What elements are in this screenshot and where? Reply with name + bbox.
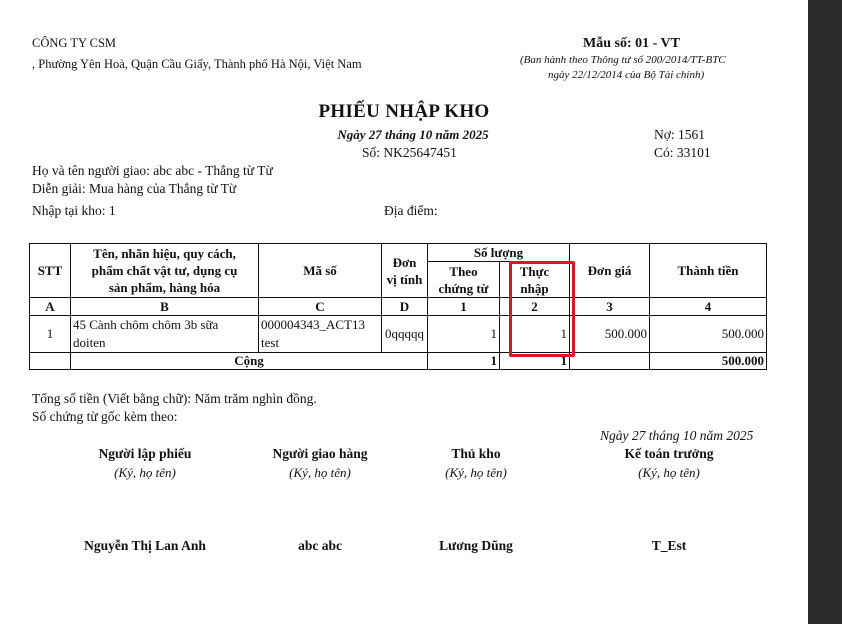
signer-note: (Ký, họ tên): [445, 465, 507, 480]
viewer-scrollbar[interactable]: [808, 0, 842, 624]
sign-date: Ngày 27 tháng 10 năm 2025: [600, 428, 754, 443]
highlight-box: [509, 261, 575, 357]
header-name: Tên, nhãn hiệu, quy cách, phẩm chất vật tư, dụng cụ sản phẩm, hàng hóa: [71, 244, 259, 298]
signer-note: (Ký, họ tên): [114, 465, 176, 480]
index-cell: C: [259, 298, 382, 316]
explanation: Diễn giải: Mua hàng của Thắng từ Từ: [32, 181, 237, 196]
signer-name: T_Est: [651, 538, 687, 553]
row-amount: 500.000: [650, 316, 767, 353]
signer-name: Nguyễn Thị Lan Anh: [84, 538, 206, 553]
header-row-1: [30, 244, 767, 262]
header-qty-by-doc: Theo chứng từ: [428, 262, 500, 298]
signer-title: Kế toán trưởng: [624, 446, 714, 461]
row-unit: 0qqqqq: [382, 316, 428, 353]
header-unit-price: Đơn giá: [570, 244, 650, 298]
index-cell: 1: [428, 298, 500, 316]
row-item-name: 45 Cành chôm chôm 3b sữa doiten: [71, 316, 259, 353]
total-qty-actual: 1: [500, 353, 570, 370]
signer-title: Người lập phiếu: [98, 446, 192, 461]
signer-note: (Ký, họ tên): [638, 465, 700, 480]
header-quantity: Số lượng: [428, 244, 570, 262]
total-label: Cộng: [71, 353, 428, 370]
index-cell: B: [71, 298, 259, 316]
form-issued-line2: ngày 22/12/2014 của Bộ Tài chính): [548, 69, 705, 81]
deliverer-name: Họ và tên người giao: abc abc - Thắng từ Từ: [32, 163, 273, 178]
attached-documents: Số chứng từ gốc kèm theo:: [32, 409, 178, 424]
company-address: , Phường Yên Hoà, Quận Cầu Giấy, Thành phố Hà Nội, Việt Nam: [32, 57, 362, 71]
form-number: Mẫu số: 01 - VT: [583, 36, 680, 51]
signer-note: (Ký, họ tên): [289, 465, 351, 480]
row-stt: 1: [30, 316, 71, 353]
index-row: [30, 298, 767, 316]
header-amount: Thành tiền: [650, 244, 767, 298]
location: Địa điểm:: [384, 203, 438, 218]
index-cell: A: [30, 298, 71, 316]
warehouse: Nhập tại kho: 1: [32, 203, 116, 218]
row-item-code: 000004343_ACT13 test: [259, 316, 382, 353]
total-row: [30, 353, 767, 370]
index-cell: 4: [650, 298, 767, 316]
document-title: PHIẾU NHẬP KHO: [318, 101, 490, 122]
index-cell: D: [382, 298, 428, 316]
document-date: Ngày 27 tháng 10 năm 2025: [337, 127, 489, 142]
items-table: [29, 243, 767, 370]
total-amount: 500.000: [650, 353, 767, 370]
row-qty-by-doc: 1: [428, 316, 500, 353]
signer-name: Lương Dũng: [439, 538, 513, 553]
header-qty-actual: Thực nhập: [500, 262, 570, 298]
row-qty-actual: 1: [500, 316, 570, 353]
signer-name: abc abc: [298, 538, 342, 553]
signer-title: Thủ kho: [451, 446, 501, 461]
index-cell: 3: [570, 298, 650, 316]
index-cell: 2: [500, 298, 570, 316]
document-number: Số: NK25647451: [362, 145, 457, 160]
row-unit-price: 500.000: [570, 316, 650, 353]
company-name: CÔNG TY CSM: [32, 36, 117, 50]
signer-title: Người giao hàng: [272, 446, 368, 461]
total-qty-by-doc: 1: [428, 353, 500, 370]
header-code: Mã số: [259, 244, 382, 298]
credit-account: Có: 33101: [654, 145, 711, 160]
amount-in-words: Tổng số tiền (Viết bằng chữ): Năm trăm nghìn đồng.: [32, 391, 317, 406]
header-stt: STT: [30, 244, 71, 298]
form-issued-line1: (Ban hành theo Thông tư số 200/2014/TT-BTC: [520, 54, 726, 66]
header-unit: Đơn vị tính: [382, 244, 428, 298]
table-row: [30, 316, 767, 353]
debit-account: Nợ: 1561: [654, 127, 706, 142]
